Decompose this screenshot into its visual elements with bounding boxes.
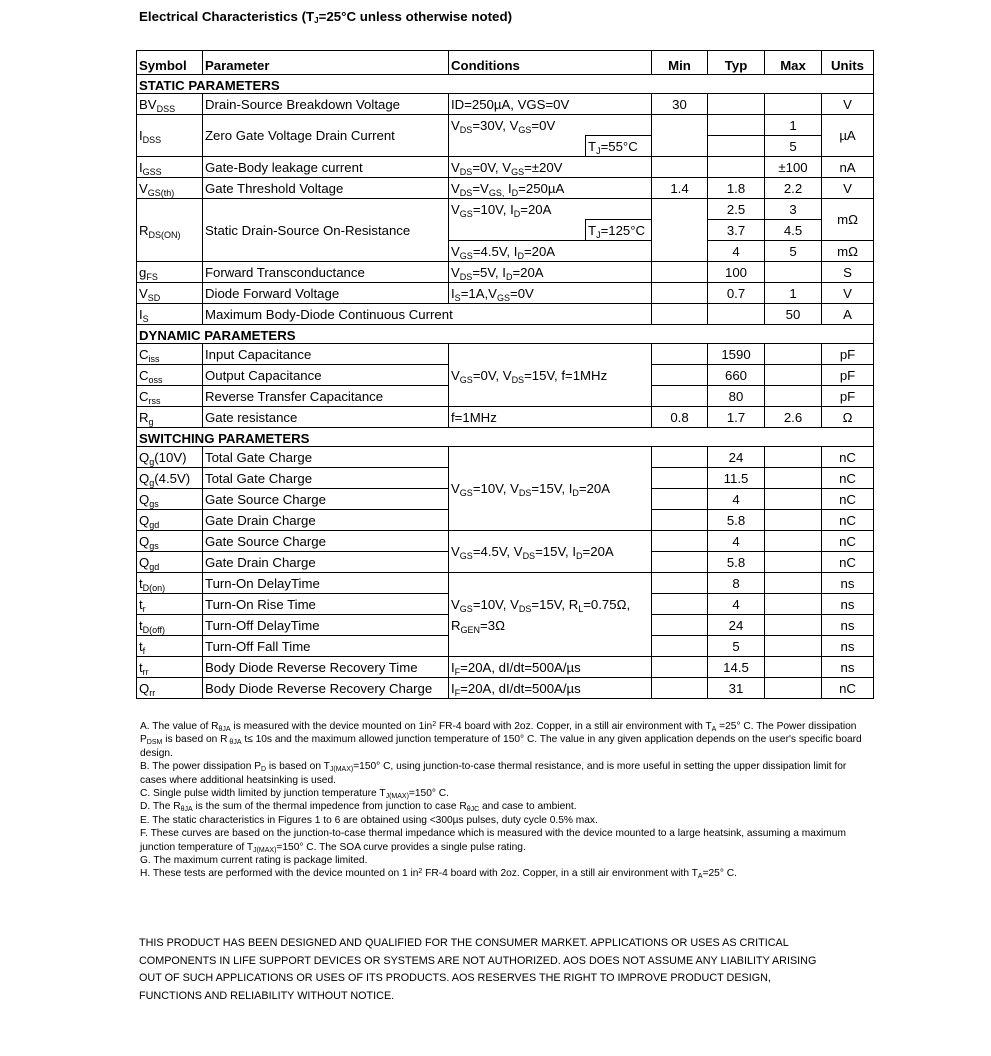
section-title: SWITCHING PARAMETERS bbox=[137, 428, 874, 447]
parameter-cell: Gate Source Charge bbox=[203, 531, 449, 552]
min-cell bbox=[652, 531, 708, 552]
table-row bbox=[137, 531, 874, 552]
typ-cell: 4 bbox=[708, 241, 765, 262]
max-cell: 4.5 bbox=[765, 220, 822, 241]
max-cell bbox=[765, 636, 822, 657]
min-cell bbox=[652, 447, 708, 468]
conditions-cell: $V_{GS}=0V$, $V_{DS}=15V$, f=1MHz bbox=[449, 344, 652, 407]
max-cell bbox=[765, 386, 822, 407]
parameter-cell: Gate Threshold Voltage bbox=[203, 178, 449, 199]
max-cell bbox=[765, 573, 822, 594]
parameter-cell: Total Gate Charge bbox=[203, 468, 449, 489]
section-switching bbox=[137, 428, 874, 447]
min-cell bbox=[652, 283, 708, 304]
typ-cell: 1590 bbox=[708, 344, 765, 365]
note-h: H. These tests are performed with the device mounted on 1 $in^2$ FR-4 board with 2oz. Copper, in a still air environment with $T_A=25^\circ$ C. bbox=[140, 868, 737, 881]
parameter-cell: Total Gate Charge bbox=[203, 447, 449, 468]
min-cell bbox=[652, 594, 708, 615]
table-row bbox=[137, 678, 874, 699]
typ-cell: 2.5 bbox=[708, 199, 765, 220]
max-cell: 50 bbox=[765, 304, 822, 325]
units-cell: V bbox=[822, 283, 874, 304]
typ-cell: 24 bbox=[708, 615, 765, 636]
min-cell: 1.4 bbox=[652, 178, 708, 199]
units-cell: nC bbox=[822, 678, 874, 699]
typ-cell: 5.8 bbox=[708, 510, 765, 531]
parameter-cell: Turn-Off DelayTime bbox=[203, 615, 449, 636]
min-cell: 30 bbox=[652, 94, 708, 115]
max-cell: 5 bbox=[765, 136, 822, 157]
symbol-cell: $C_{iss}$ bbox=[137, 344, 203, 365]
units-cell: nC bbox=[822, 489, 874, 510]
typ-cell: 8 bbox=[708, 573, 765, 594]
note-c: C. Single pulse width limited by junction temperature $T_{J(MAX)}=150^\circ$ C. bbox=[140, 788, 449, 801]
typ-cell: 660 bbox=[708, 365, 765, 386]
symbol-cell: $I_{DSS}$ bbox=[137, 115, 203, 157]
header-units: Units bbox=[822, 51, 874, 75]
parameter-cell: Body Diode Reverse Recovery Time bbox=[203, 657, 449, 678]
symbol-cell: $t_f$ bbox=[137, 636, 203, 657]
table-row bbox=[137, 344, 874, 365]
conditions-cell: $V_{GS}=10V$, $I_D=20A$ bbox=[449, 199, 652, 220]
typ-cell bbox=[708, 304, 765, 325]
symbol-cell: $Q_{gs}$ bbox=[137, 489, 203, 510]
units-cell: mΩ bbox=[822, 241, 874, 262]
temperature-condition-cell: $T_J=125^\circ C$ bbox=[586, 220, 652, 241]
units-cell: ns bbox=[822, 636, 874, 657]
symbol-cell: $Q_{gd}$ bbox=[137, 510, 203, 531]
symbol-cell: $t_r$ bbox=[137, 594, 203, 615]
electrical-characteristics-table bbox=[136, 50, 874, 699]
header-parameter: Parameter bbox=[203, 51, 449, 75]
parameter-cell: Gate-Body leakage current bbox=[203, 157, 449, 178]
symbol-cell: $t_{D(on)}$ bbox=[137, 573, 203, 594]
units-cell: pF bbox=[822, 386, 874, 407]
note-a: A. The value of $R_{\theta JA}$ is measured with the device mounted on $1in^2$ FR-4 board with 2oz. Copper, in a still air environment with $T_A =25^\circ$ C. The Power dissipation $P_{DSM}$ is based on R $_{\theta JA}$ t≤ 10s and the maximum allowed junction temperature of 150° C. The value in any given application depends on the user's specific board design. bbox=[140, 721, 862, 759]
max-cell bbox=[765, 447, 822, 468]
disclaimer-line: OUT OF SUCH APPLICATIONS OR USES OF ITS PRODUCTS. AOS RESERVES THE RIGHT TO IMPROVE PRODUCT DESIGN, bbox=[139, 972, 771, 984]
typ-cell: 1.7 bbox=[708, 407, 765, 428]
table-row bbox=[137, 115, 874, 136]
max-cell bbox=[765, 531, 822, 552]
units-cell: nC bbox=[822, 531, 874, 552]
units-cell: nA bbox=[822, 157, 874, 178]
typ-cell bbox=[708, 115, 765, 136]
note-g: G. The maximum current rating is package limited. bbox=[140, 855, 368, 867]
units-cell: ns bbox=[822, 594, 874, 615]
header-typ: Typ bbox=[708, 51, 765, 75]
units-cell: ns bbox=[822, 657, 874, 678]
parameter-cell: Input Capacitance bbox=[203, 344, 449, 365]
min-cell bbox=[652, 115, 708, 157]
typ-cell: 4 bbox=[708, 489, 765, 510]
conditions-cell: ID=250µA, VGS=0V bbox=[449, 94, 652, 115]
table-row bbox=[137, 157, 874, 178]
header-symbol: Symbol bbox=[137, 51, 203, 75]
max-cell bbox=[765, 657, 822, 678]
min-cell bbox=[652, 573, 708, 594]
parameter-cell: Gate Drain Charge bbox=[203, 552, 449, 573]
table-row bbox=[137, 447, 874, 468]
symbol-cell: $V_{GS(th)}$ bbox=[137, 178, 203, 199]
page-title: Electrical Characteristics ($T_J=25^\circ C$ unless otherwise noted) bbox=[139, 9, 512, 25]
typ-cell bbox=[708, 157, 765, 178]
section-static bbox=[137, 75, 874, 94]
conditions-cell: $V_{DS}=5V$, $I_D=20A$ bbox=[449, 262, 652, 283]
note-f: F. These curves are based on the junction-to-case thermal impedance which is measured with the device mounted to a large heatsink, assuming a maximum junction temperature of $T_{J(MAX)}=150^\circ$ C. The SOA curve provides a single pulse rating. bbox=[140, 828, 846, 854]
max-cell bbox=[765, 365, 822, 386]
max-cell bbox=[765, 615, 822, 636]
table-row bbox=[137, 178, 874, 199]
units-cell: pF bbox=[822, 365, 874, 386]
max-cell: 2.2 bbox=[765, 178, 822, 199]
table-row bbox=[137, 657, 874, 678]
max-cell: 1 bbox=[765, 115, 822, 136]
symbol-cell: $I_{GSS}$ bbox=[137, 157, 203, 178]
section-title: DYNAMIC PARAMETERS bbox=[137, 325, 874, 344]
symbol-cell: $Q_{gs}$ bbox=[137, 531, 203, 552]
units-cell: mΩ bbox=[822, 199, 874, 241]
typ-cell bbox=[708, 136, 765, 157]
max-cell bbox=[765, 594, 822, 615]
min-cell: 0.8 bbox=[652, 407, 708, 428]
conditions-cell: $I_F=20A$, dI/dt=500A/µs bbox=[449, 657, 652, 678]
typ-cell: 3.7 bbox=[708, 220, 765, 241]
symbol-cell: $R_{DS(ON)}$ bbox=[137, 199, 203, 262]
symbol-cell: $t_{rr}$ bbox=[137, 657, 203, 678]
note-d: D. The $R_{\theta JA}$ is the sum of the thermal impedence from junction to case $R_{\theta JC}$ and case to ambient. bbox=[140, 801, 577, 814]
table-row bbox=[137, 199, 874, 220]
max-cell bbox=[765, 552, 822, 573]
parameter-cell: Turn-On Rise Time bbox=[203, 594, 449, 615]
symbol-cell: $Q_g(10V)$ bbox=[137, 447, 203, 468]
symbol-cell: $BV_{DSS}$ bbox=[137, 94, 203, 115]
symbol-cell: $C_{oss}$ bbox=[137, 365, 203, 386]
parameter-cell: Reverse Transfer Capacitance bbox=[203, 386, 449, 407]
min-cell bbox=[652, 636, 708, 657]
units-cell: V bbox=[822, 94, 874, 115]
parameter-cell: Turn-Off Fall Time bbox=[203, 636, 449, 657]
units-cell: µA bbox=[822, 115, 874, 157]
conditions-cell: $V_{DS}=0V$, $V_{GS}=\pm 20V$ bbox=[449, 157, 652, 178]
conditions-cell: $V_{DS}=30V$, $V_{GS}=0V$ bbox=[449, 115, 652, 136]
symbol-cell: $C_{rss}$ bbox=[137, 386, 203, 407]
units-cell: pF bbox=[822, 344, 874, 365]
parameter-cell: Gate resistance bbox=[203, 407, 449, 428]
parameter-cell: Turn-On DelayTime bbox=[203, 573, 449, 594]
symbol-cell: $g_{FS}$ bbox=[137, 262, 203, 283]
typ-cell: 5.8 bbox=[708, 552, 765, 573]
conditions-cell: $V_{DS}=V_{GS,}$ $I_D=250\mu A$ bbox=[449, 178, 652, 199]
parameter-cell: Static Drain-Source On-Resistance bbox=[203, 199, 449, 262]
typ-cell: 1.8 bbox=[708, 178, 765, 199]
parameter-cell: Maximum Body-Diode Continuous Current bbox=[203, 304, 652, 325]
symbol-cell: $R_g$ bbox=[137, 407, 203, 428]
header-max: Max bbox=[765, 51, 822, 75]
disclaimer-line: FUNCTIONS AND RELIABILITY WITHOUT NOTICE. bbox=[139, 989, 395, 1002]
units-cell: S bbox=[822, 262, 874, 283]
min-cell bbox=[652, 678, 708, 699]
table-header-row bbox=[137, 51, 874, 75]
symbol-cell: $V_{SD}$ bbox=[137, 283, 203, 304]
min-cell bbox=[652, 552, 708, 573]
units-cell: ns bbox=[822, 615, 874, 636]
table-row bbox=[137, 573, 874, 594]
units-cell: V bbox=[822, 178, 874, 199]
table-row bbox=[137, 304, 874, 325]
max-cell bbox=[765, 94, 822, 115]
conditions-cell: $V_{GS}=10V$, $V_{DS}=15V$, $R_L=0.75\Omega$, $R_{GEN}=3\Omega$ bbox=[449, 573, 652, 657]
max-cell bbox=[765, 678, 822, 699]
min-cell bbox=[652, 157, 708, 178]
table-row bbox=[137, 283, 874, 304]
min-cell bbox=[652, 344, 708, 365]
temperature-condition-cell: $T_J=55^\circ C$ bbox=[586, 136, 652, 157]
disclaimer-line: COMPONENTS IN LIFE SUPPORT DEVICES OR SYSTEMS ARE NOT AUTHORIZED. AOS DOES NOT ASSUME ANY LIABILITY ARISING bbox=[139, 954, 817, 967]
typ-cell: 4 bbox=[708, 594, 765, 615]
disclaimer bbox=[139, 935, 859, 1005]
typ-cell: 31 bbox=[708, 678, 765, 699]
symbol-cell: $t_{D(off)}$ bbox=[137, 615, 203, 636]
footnotes bbox=[140, 720, 870, 881]
max-cell: 5 bbox=[765, 241, 822, 262]
parameter-cell: Drain-Source Breakdown Voltage bbox=[203, 94, 449, 115]
units-cell: ns bbox=[822, 573, 874, 594]
conditions-cell bbox=[449, 220, 586, 241]
conditions-cell: $V_{GS}=4.5V$, $I_D=20A$ bbox=[449, 241, 652, 262]
min-cell bbox=[652, 365, 708, 386]
conditions-cell: $I_F=20A$, dI/dt=500A/µs bbox=[449, 678, 652, 699]
parameter-cell: Diode Forward Voltage bbox=[203, 283, 449, 304]
note-b: B. The power dissipation $P_D$ is based on $T_{J(MAX)}=150^\circ$ C, using junction-to-case thermal resistance, and is more useful in setting the upper dissipation limit for cases where additional heatsinking is used. bbox=[140, 761, 847, 786]
typ-cell bbox=[708, 94, 765, 115]
min-cell bbox=[652, 489, 708, 510]
min-cell bbox=[652, 386, 708, 407]
parameter-cell: Forward Transconductance bbox=[203, 262, 449, 283]
symbol-cell: $Q_{rr}$ bbox=[137, 678, 203, 699]
max-cell bbox=[765, 489, 822, 510]
parameter-cell: Gate Drain Charge bbox=[203, 510, 449, 531]
max-cell: 1 bbox=[765, 283, 822, 304]
header-conditions: Conditions bbox=[449, 51, 652, 75]
disclaimer-line: THIS PRODUCT HAS BEEN DESIGNED AND QUALIFIED FOR THE CONSUMER MARKET. APPLICATIONS OR USES AS CRITICAL bbox=[139, 937, 789, 949]
typ-cell: 4 bbox=[708, 531, 765, 552]
min-cell bbox=[652, 262, 708, 283]
parameter-cell: Body Diode Reverse Recovery Charge bbox=[203, 678, 449, 699]
units-cell: A bbox=[822, 304, 874, 325]
min-cell bbox=[652, 657, 708, 678]
header-min: Min bbox=[652, 51, 708, 75]
units-cell: nC bbox=[822, 510, 874, 531]
section-title: STATIC PARAMETERS bbox=[137, 75, 874, 94]
units-cell: nC bbox=[822, 447, 874, 468]
conditions-cell: $I_S=1A,V_{GS}=0V$ bbox=[449, 283, 652, 304]
typ-cell: 5 bbox=[708, 636, 765, 657]
units-cell: nC bbox=[822, 552, 874, 573]
min-cell bbox=[652, 199, 708, 262]
typ-cell: 80 bbox=[708, 386, 765, 407]
symbol-cell: $Q_g(4.5V)$ bbox=[137, 468, 203, 489]
typ-cell: 100 bbox=[708, 262, 765, 283]
typ-cell: 11.5 bbox=[708, 468, 765, 489]
max-cell bbox=[765, 344, 822, 365]
symbol-cell: $I_S$ bbox=[137, 304, 203, 325]
conditions-cell bbox=[449, 136, 586, 157]
table-row bbox=[137, 262, 874, 283]
units-cell: Ω bbox=[822, 407, 874, 428]
typ-cell: 24 bbox=[708, 447, 765, 468]
max-cell: ±100 bbox=[765, 157, 822, 178]
max-cell bbox=[765, 468, 822, 489]
parameter-cell: Gate Source Charge bbox=[203, 489, 449, 510]
max-cell: 2.6 bbox=[765, 407, 822, 428]
section-dynamic bbox=[137, 325, 874, 344]
typ-cell: 0.7 bbox=[708, 283, 765, 304]
typ-cell: 14.5 bbox=[708, 657, 765, 678]
units-cell: nC bbox=[822, 468, 874, 489]
min-cell bbox=[652, 615, 708, 636]
min-cell bbox=[652, 468, 708, 489]
min-cell bbox=[652, 304, 708, 325]
max-cell: 3 bbox=[765, 199, 822, 220]
max-cell bbox=[765, 262, 822, 283]
table-row bbox=[137, 407, 874, 428]
parameter-cell: Output Capacitance bbox=[203, 365, 449, 386]
table-row bbox=[137, 94, 874, 115]
conditions-cell: $V_{GS}=10V$, $V_{DS}=15V$, $I_D=20A$ bbox=[449, 447, 652, 531]
max-cell bbox=[765, 510, 822, 531]
note-e: E. The static characteristics in Figures 1 to 6 are obtained using <300µs pulses, duty cycle 0.5% max. bbox=[140, 814, 598, 826]
conditions-cell: $V_{GS}=4.5V$, $V_{DS}=15V$, $I_D=20A$ bbox=[449, 531, 652, 573]
symbol-cell: $Q_{gd}$ bbox=[137, 552, 203, 573]
conditions-cell: f=1MHz bbox=[449, 407, 652, 428]
parameter-cell: Zero Gate Voltage Drain Current bbox=[203, 115, 449, 157]
min-cell bbox=[652, 510, 708, 531]
